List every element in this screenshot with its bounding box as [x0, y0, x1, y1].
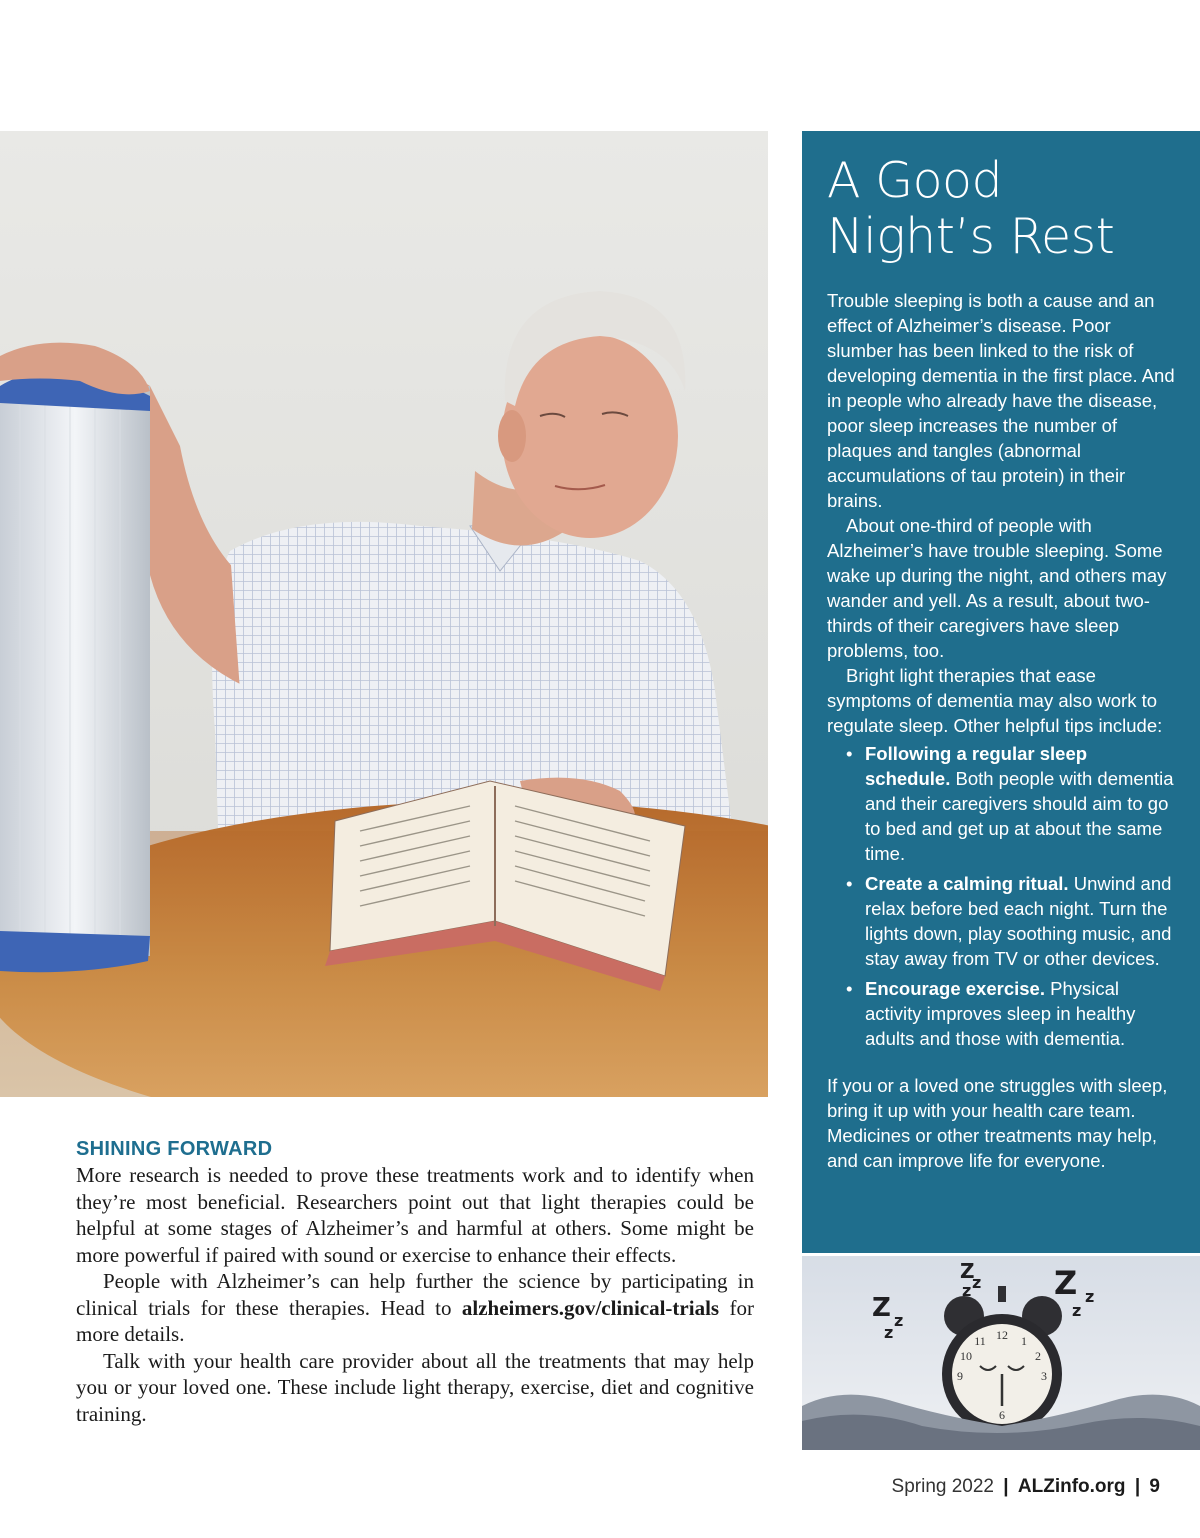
sidebar-paragraph: Trouble sleeping is both a cause and an effect of Alzheimer’s disease. Poor slumber has been linked to the risk of developing dementia in the first place. And in people who already have the disease, poor sleep increases the number of plaques and tangles (abnormal accumulations of tau protein) in their brains.	[827, 290, 1175, 511]
clock-number: 12	[996, 1328, 1008, 1342]
clock-number: 2	[1035, 1349, 1041, 1363]
tip-item	[827, 871, 1177, 971]
tip-heading: Following a regular sleep schedule.	[865, 743, 1088, 789]
article-paragraph	[76, 1268, 754, 1348]
snore-z-icon: Z	[872, 1293, 891, 1323]
man-with-light-therapy-photo	[0, 131, 768, 1097]
bullet-icon: •	[846, 978, 853, 999]
snore-z-icon: Z	[960, 1259, 975, 1283]
svg-text:z: z	[1085, 1287, 1095, 1306]
snore-z-icon: Z	[1054, 1264, 1078, 1302]
footer-separator: |	[1003, 1476, 1009, 1497]
clock-number: 11	[974, 1334, 986, 1348]
article-paragraph: Talk with your health care provider about all the treatments that may help you or your loved one. These include light therapy, exercise, diet and cognitive training.	[76, 1348, 754, 1426]
tip-text: Unwind and relax before bed each night. Turn the lights down, play soothing music, and stay away from TV or other devices.	[865, 873, 1172, 969]
alarm-clock-illustration	[802, 1256, 1200, 1450]
clock-number: 9	[957, 1369, 963, 1383]
clock-number: 1	[1021, 1334, 1027, 1348]
article-heading: SHINING FORWARD	[76, 1138, 273, 1160]
footer-separator: |	[1134, 1476, 1141, 1497]
shining-forward-article	[76, 1136, 754, 1427]
tip-item	[827, 976, 1177, 1051]
svg-text:z: z	[884, 1323, 894, 1342]
tip-heading: Create a calming ritual.	[865, 873, 1069, 894]
article-text: for more details.	[76, 1295, 754, 1346]
alarm-clock-photo	[802, 1256, 1200, 1450]
sidebar-paragraph: Bright light therapies that ease symptoms of dementia may also work to regulate sleep. Other helpful tips include:	[827, 665, 1163, 736]
sidebar-title-line2: Night’s Rest	[827, 208, 1115, 265]
article-paragraph: More research is needed to prove these treatments work and to identify when they’re most beneficial. Researchers point out that light therapies could be helpful at some stages of Alzheimer’s and harmful at others. Some might be more powerful if paired with sound or exercise to enhance their effects.	[76, 1163, 754, 1267]
issue-label: Spring 2022	[891, 1476, 994, 1497]
clinical-trials-link[interactable]: alzheimers.gov/clinical-trials	[461, 1295, 720, 1320]
sidebar-title	[827, 153, 1177, 265]
svg-text:z: z	[1072, 1301, 1082, 1320]
photo-illustration	[0, 131, 768, 1097]
clock-number: 10	[960, 1349, 972, 1363]
sleep-tips-list	[827, 741, 1177, 1051]
clock-number: 6	[999, 1408, 1005, 1422]
svg-text:z: z	[972, 1273, 982, 1292]
sidebar-body	[827, 288, 1177, 1173]
bullet-icon: •	[846, 743, 853, 764]
tip-text: Physical activity improves sleep in healthy adults and those with dementia.	[865, 978, 1136, 1049]
article-text: People with Alzheimer’s can help further the science by participating in clinical trials for these therapies. Head to	[76, 1269, 754, 1320]
sidebar-content	[827, 153, 1177, 1173]
site-link[interactable]: ALZinfo.org	[1017, 1476, 1126, 1497]
tip-heading: Encourage exercise.	[865, 978, 1045, 999]
page-number: 9	[1149, 1476, 1160, 1497]
tip-text: Both people with dementia and their caregivers should aim to go to bed and get up at about the same time.	[865, 768, 1174, 864]
sleep-sidebar	[802, 131, 1200, 1253]
sidebar-title-line1: A Good	[827, 152, 1003, 209]
bullet-icon: •	[846, 873, 853, 894]
svg-text:z: z	[962, 1281, 972, 1300]
page-footer	[892, 1476, 1160, 1498]
sidebar-paragraph: About one-third of people with Alzheimer’s have trouble sleeping. Some wake up during the night, and others may wander and yell. As a result, about two-thirds of their caregivers have sleep problems, too.	[827, 515, 1167, 661]
svg-text:z: z	[894, 1311, 904, 1330]
tip-item	[827, 741, 1177, 866]
clock-number: 3	[1041, 1369, 1047, 1383]
sidebar-closing: If you or a loved one struggles with sleep, bring it up with your health care team. Medicines or other treatments may help, and can improve life for everyone.	[827, 1075, 1168, 1171]
